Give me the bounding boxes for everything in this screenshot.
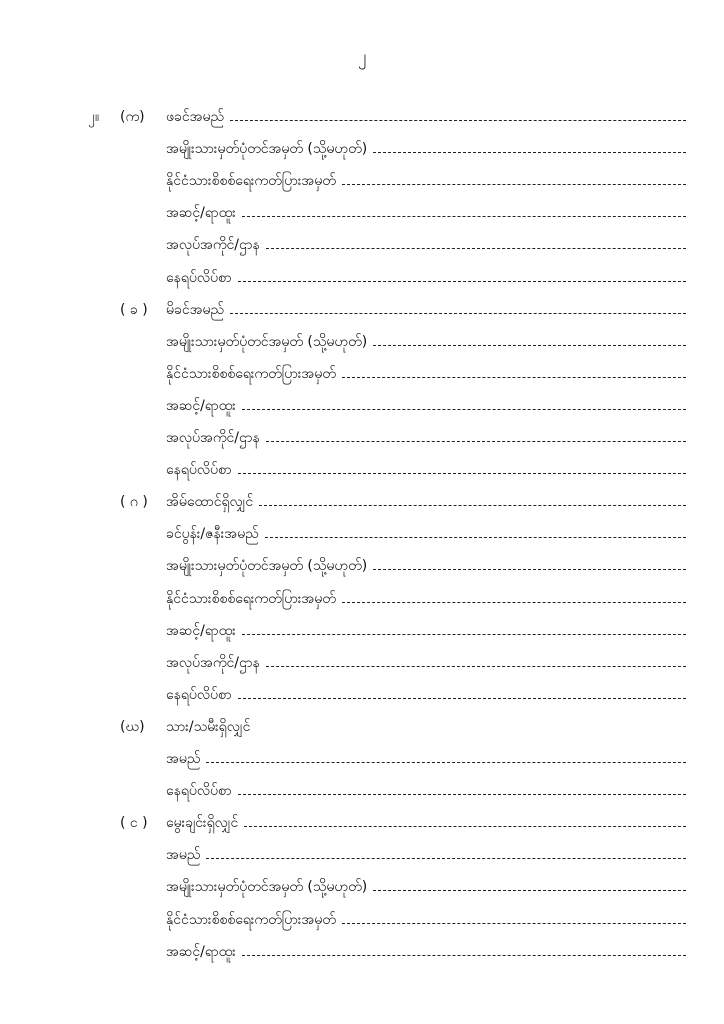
fill-in-blank[interactable] — [342, 602, 686, 603]
field-line — [166, 782, 686, 800]
field-line — [166, 557, 686, 575]
form-row — [0, 840, 724, 870]
fill-in-blank[interactable] — [206, 858, 686, 859]
item-letter: ( ဂ ) — [120, 494, 148, 511]
field-label: နေရပ်လိပ်စာ — [166, 783, 232, 800]
fill-in-blank[interactable] — [238, 473, 686, 474]
field-line — [166, 718, 686, 736]
fill-in-blank[interactable] — [259, 505, 686, 506]
form-row — [0, 487, 724, 517]
field-label: ဖခင်အမည် — [166, 109, 225, 125]
field-line — [166, 590, 686, 608]
fill-in-blank[interactable] — [242, 216, 686, 217]
field-line — [166, 140, 686, 158]
field-label: နေရပ်လိပ်စာ — [166, 462, 232, 479]
fill-in-blank[interactable] — [230, 313, 686, 314]
field-line — [166, 878, 686, 896]
field-label: အဆင့်/ရာထူး — [166, 622, 236, 639]
form-row — [0, 423, 724, 453]
field-label: မွေးချင်းရှိလျှင် — [166, 815, 239, 832]
form-row — [0, 680, 724, 710]
fill-in-blank[interactable] — [265, 537, 686, 538]
fill-in-blank[interactable] — [342, 184, 686, 185]
form-row — [0, 937, 724, 967]
field-label: နိုင်ငံသားစိစစ်ရေးကတ်ပြားအမှတ် — [166, 590, 336, 607]
form-row — [0, 648, 724, 678]
form-row — [0, 905, 724, 935]
field-line — [166, 333, 686, 351]
field-line — [166, 943, 686, 961]
form-row — [0, 134, 724, 164]
field-label: မိခင်အမည် — [166, 301, 225, 318]
form-row — [0, 102, 724, 132]
field-label: အလုပ်အကိုင်/ဌာန — [166, 430, 260, 446]
field-label: အမျိုးသားမှတ်ပုံတင်အမှတ် (သို့မဟုတ်) — [166, 333, 368, 350]
form-row — [0, 455, 724, 485]
fill-in-blank[interactable] — [266, 248, 686, 249]
fill-in-blank[interactable] — [342, 923, 686, 924]
field-line — [166, 654, 686, 672]
field-line — [166, 493, 686, 511]
field-line — [166, 622, 686, 640]
field-label: နိုင်ငံသားစိစစ်ရေးကတ်ပြားအမှတ် — [166, 911, 336, 928]
field-label: အလုပ်အကိုင်/ဌာန — [166, 237, 260, 254]
field-label: အမည် — [166, 751, 201, 767]
form-row — [0, 584, 724, 614]
form-row — [0, 166, 724, 196]
form-row — [0, 808, 724, 838]
form-row — [0, 776, 724, 806]
field-line — [166, 814, 686, 832]
field-line — [166, 269, 686, 287]
field-label: အဆင့်/ရာထူး — [166, 943, 236, 960]
field-label: အမည် — [166, 847, 201, 864]
form-row — [0, 744, 724, 774]
field-line — [166, 397, 686, 415]
fill-in-blank[interactable] — [373, 569, 686, 570]
fill-in-blank[interactable] — [244, 826, 686, 827]
fill-in-blank[interactable] — [266, 441, 686, 442]
field-label: အမျိုးသားမှတ်ပုံတင်အမှတ် (သို့မဟုတ်) — [166, 558, 368, 575]
field-line — [166, 365, 686, 383]
field-line — [166, 686, 686, 704]
form-row — [0, 263, 724, 293]
field-line — [166, 108, 686, 126]
field-line — [166, 172, 686, 190]
field-label: နေရပ်လိပ်စာ — [166, 686, 232, 703]
field-line — [166, 204, 686, 222]
field-label: နိုင်ငံသားစိစစ်ရေးကတ်ပြားအမှတ် — [166, 365, 336, 382]
field-label: နိုင်ငံသားစိစစ်ရေးကတ်ပြားအမှတ် — [166, 173, 336, 190]
fill-in-blank[interactable] — [373, 345, 686, 346]
form-row — [0, 198, 724, 228]
field-line — [166, 911, 686, 929]
field-line — [166, 236, 686, 254]
field-line — [166, 301, 686, 319]
item-letter: (က) — [120, 109, 145, 125]
field-label: အလုပ်အကိုင်/ဌာန — [166, 654, 260, 671]
form-row — [0, 616, 724, 646]
field-label: အမျိုးသားမှတ်ပုံတင်အမှတ် (သို့မဟုတ်) — [166, 141, 368, 158]
fill-in-blank[interactable] — [238, 698, 686, 699]
form-row — [0, 359, 724, 389]
form-row — [0, 295, 724, 325]
field-label: အဆင့်/ရာထူး — [166, 397, 236, 414]
form-row — [0, 551, 724, 581]
field-line — [166, 525, 686, 543]
fill-in-blank[interactable] — [242, 634, 686, 635]
item-letter: (ဃ) — [120, 718, 145, 735]
form-row — [0, 391, 724, 421]
fill-in-blank[interactable] — [238, 281, 686, 282]
item-letter: ( င ) — [120, 815, 148, 832]
fill-in-blank[interactable] — [373, 890, 686, 891]
field-label: အဆင့်/ရာထူး — [166, 205, 236, 222]
field-label: သား/သမီးရှိလျှင် — [166, 718, 251, 735]
fill-in-blank[interactable] — [373, 152, 686, 153]
field-line — [166, 750, 686, 768]
field-line — [166, 846, 686, 864]
item-letter: ( ခ ) — [120, 301, 148, 318]
fill-in-blank[interactable] — [342, 377, 686, 378]
field-line — [166, 429, 686, 447]
fill-in-blank[interactable] — [242, 955, 686, 956]
form-row — [0, 712, 724, 742]
fill-in-blank[interactable] — [230, 120, 686, 121]
field-label: ခင်ပွန်း/ဇနီးအမည် — [166, 526, 259, 543]
fill-in-blank[interactable] — [206, 762, 686, 763]
fill-in-blank[interactable] — [238, 794, 686, 795]
fill-in-blank[interactable] — [242, 409, 686, 410]
section-number: ၂။ — [88, 109, 100, 125]
fill-in-blank[interactable] — [266, 666, 686, 667]
form-row — [0, 230, 724, 260]
form-row — [0, 327, 724, 357]
field-label: အိမ်ထောင်ရှိလျှင် — [166, 494, 254, 511]
field-label: နေရပ်လိပ်စာ — [166, 269, 232, 286]
field-line — [166, 461, 686, 479]
field-label: အမျိုးသားမှတ်ပုံတင်အမှတ် (သို့မဟုတ်) — [166, 879, 368, 896]
page-number: ၂ — [357, 47, 367, 67]
form-row — [0, 872, 724, 902]
form-row — [0, 519, 724, 549]
